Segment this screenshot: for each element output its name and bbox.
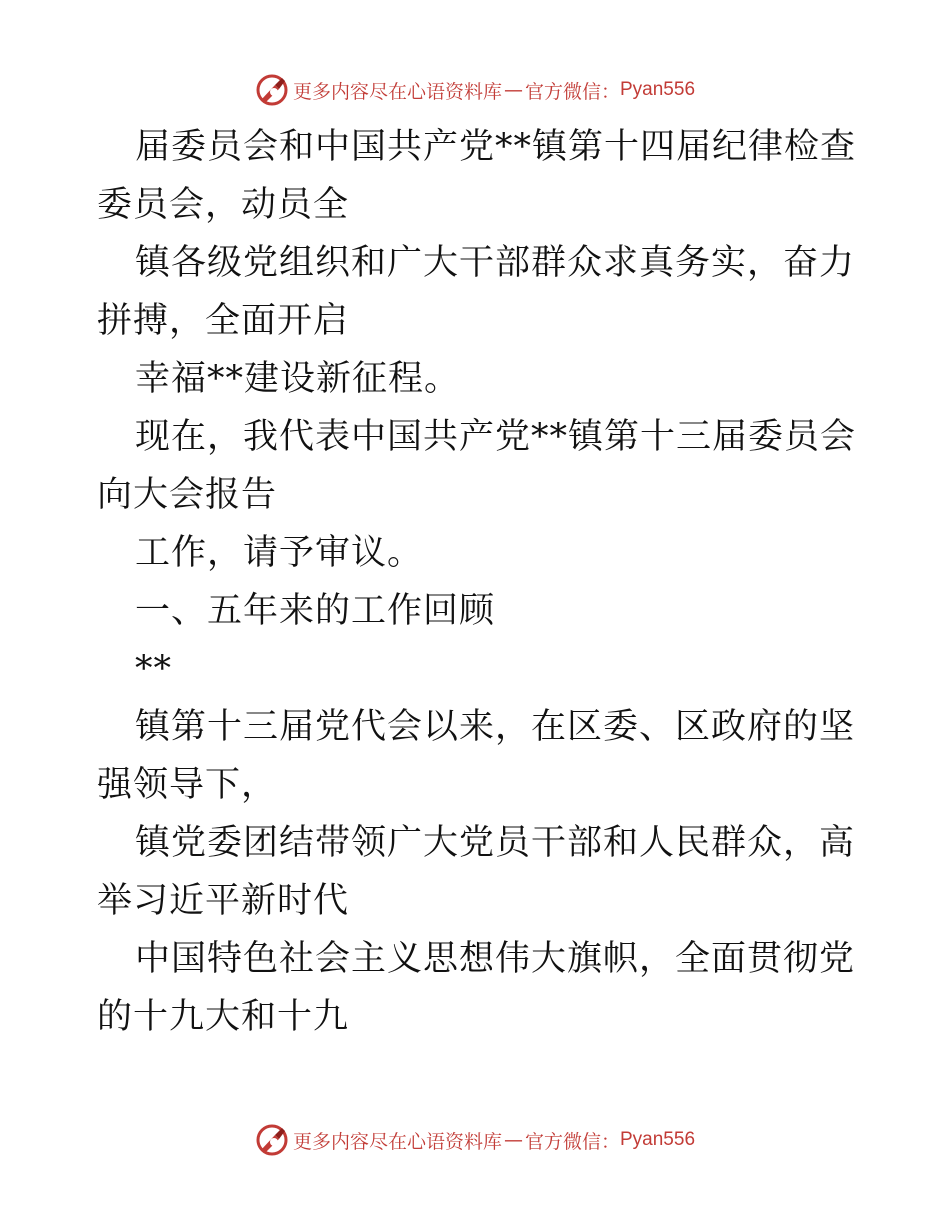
watermark-wechat-id: Pyan556 — [620, 1129, 696, 1150]
paragraph: 镇各级党组织和广大干部群众求真务实，奋力拼搏，全面开启 — [97, 243, 856, 341]
watermark-separator: — — [503, 1129, 523, 1151]
document-body — [97, 118, 857, 1046]
footer-watermark — [0, 1120, 950, 1160]
watermark-wechat-id: Pyan556 — [620, 79, 696, 100]
paragraph: 幸福**建设新征程。 — [135, 359, 461, 399]
watermark-site-name: 更多内容尽在心语资料库 — [292, 1130, 502, 1153]
watermark-site-name: 更多内容尽在心语资料库 — [292, 80, 502, 103]
paragraph: 中国特色社会主义思想伟大旗帜，全面贯彻党的十九大和十九 — [97, 939, 856, 1037]
header-watermark — [0, 70, 950, 110]
paragraph: ** — [135, 649, 172, 689]
watermark-separator: — — [503, 79, 523, 101]
section-heading: 一、五年来的工作回顾 — [135, 591, 496, 631]
paragraph: 现在，我代表中国共产党**镇第十三届委员会向大会报告 — [97, 417, 857, 515]
paragraph: 镇第十三届党代会以来，在区委、区政府的坚强领导下， — [97, 707, 856, 805]
paragraph: 届委员会和中国共产党**镇第十四届纪律检查委员会，动员全 — [97, 127, 857, 225]
paragraph: 镇党委团结带领广大党员干部和人民群众，高举习近平新时代 — [97, 823, 856, 921]
watermark-label: 官方微信： — [524, 1130, 620, 1153]
pen-logo-icon — [255, 1123, 289, 1157]
watermark-label: 官方微信： — [524, 80, 620, 103]
pen-logo-icon — [255, 73, 289, 107]
paragraph: 工作，请予审议。 — [135, 533, 424, 573]
